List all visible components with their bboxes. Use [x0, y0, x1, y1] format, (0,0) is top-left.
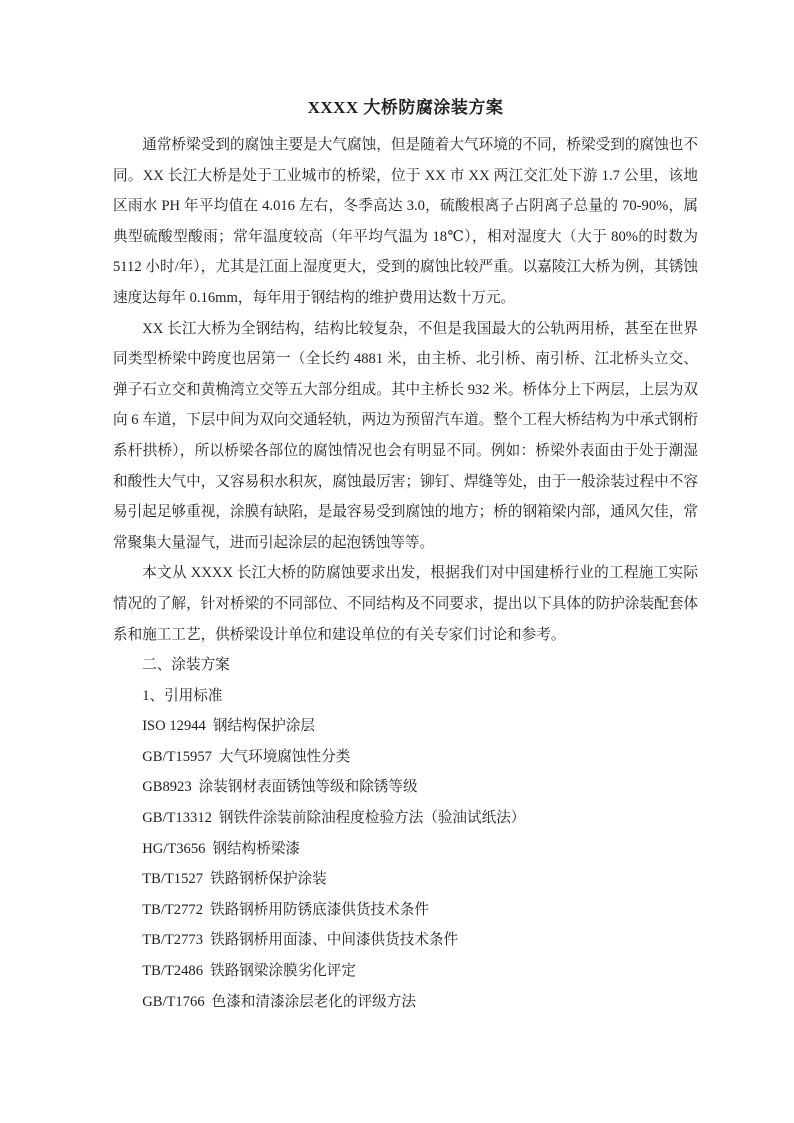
subsection-heading-cited-standards: 1、引用标准 — [142, 687, 223, 704]
standard-item — [113, 895, 698, 926]
standard-name: 钢结构保护涂层 — [212, 718, 316, 735]
standard-name: 铁路钢桥用防锈底漆供货技术条件 — [210, 901, 429, 918]
standard-code: GB8923 — [142, 779, 192, 796]
standard-item — [113, 711, 698, 742]
standard-name: 色漆和清漆涂层老化的评级方法 — [211, 993, 416, 1010]
standard-code: GB/T13312 — [142, 810, 212, 827]
standard-item — [113, 803, 698, 834]
standard-code: GB/T1766 — [142, 993, 205, 1010]
standard-code: TB/T1527 — [142, 871, 203, 888]
standard-code: TB/T2772 — [142, 901, 203, 918]
paragraph-proposal-intro: 本文从 XXXX 长江大桥的防腐蚀要求出发，根据我们对中国建桥行业的工程施工实际情况的了解，针对桥梁的不同部位、不同结构及不同要求，提出以下具体的防护涂装配套体系和施工工艺，供桥梁设计单位和建设单位的有关专家们讨论和参考。 — [113, 565, 698, 643]
standard-name: 涂装钢材表面锈蚀等级和除锈等级 — [198, 779, 418, 796]
standard-item — [113, 864, 698, 895]
standard-item — [113, 987, 698, 1018]
section-heading-coating-plan: 二、涂装方案 — [142, 657, 230, 674]
standard-code: HG/T3656 — [142, 840, 206, 857]
standard-item — [113, 772, 698, 803]
standard-name: 铁路钢桥用面漆、中间漆供货技术条件 — [210, 932, 459, 949]
standard-name: 铁路钢桥保护涂装 — [210, 871, 327, 888]
standard-item — [113, 834, 698, 865]
paragraph-corrosion-environment: 通常桥梁受到的腐蚀主要是大气腐蚀，但是随着大气环境的不同，桥梁受到的腐蚀也不同。XX 长江大桥是处于工业城市的桥梁，位于 XX 市 XX 两江交汇处下游 1.7 公里，该地区雨水 PH 年平均值在 4.016 左右，冬季高达 3.0，硫酸根离子占阴离子总量的 70-90%，属典型硫酸型酸雨；常年温度较高（年平均气温为 18℃），相对湿度大（大于 80%的时数为 5112 小时/年），尤其是江面上湿度更大，受到的腐蚀比较严重。以嘉陵江大桥为例，其锈蚀速度达每年 0.16mm，每年用于钢结构的维护费用达数十万元。 — [113, 137, 698, 306]
document-content — [113, 96, 698, 1017]
paragraph-bridge-structure: XX 长江大桥为全钢结构，结构比较复杂，不但是我国最大的公轨两用桥，甚至在世界同类型桥梁中跨度也居第一（全长约 4881 米，由主桥、北引桥、南引桥、江北桥头立交、弹子石立交和黄桷湾立交等五大部分组成。其中主桥长 932 米。桥体分上下两层，上层为双向 6 车道，下层中间为双向交通轻轨，两边为预留汽车道。整个工程大桥结构为中承式钢桁系杆拱桥），所以桥梁各部位的腐蚀情况也会有明显不同。例如：桥梁外表面由于处于潮湿和酸性大气中，又容易积水积灰，腐蚀最厉害；铆钉、焊缝等处，由于一般涂装过程中不容易引起足够重视，涂膜有缺陷，是最容易受到腐蚀的地方；桥的钢箱梁内部，通风欠佳，常常聚集大量湿气，进而引起涂层的起泡锈蚀等等。 — [113, 320, 698, 551]
standard-item — [113, 956, 698, 987]
standard-code: GB/T15957 — [142, 748, 212, 765]
standard-name: 铁路钢梁涂膜劣化评定 — [210, 963, 356, 980]
standard-item — [113, 742, 698, 773]
standard-item — [113, 925, 698, 956]
standard-code: TB/T2773 — [142, 932, 203, 949]
document-title: XXXX 大桥防腐涂装方案 — [307, 98, 504, 117]
standard-code: ISO 12944 — [142, 718, 206, 735]
standard-name: 钢铁件涂装前除油程度检验方法（验油试纸法） — [218, 810, 526, 827]
standard-name: 大气环境腐蚀性分类 — [218, 748, 351, 765]
standard-name: 钢结构桥梁漆 — [212, 840, 301, 857]
standard-code: TB/T2486 — [142, 963, 203, 980]
